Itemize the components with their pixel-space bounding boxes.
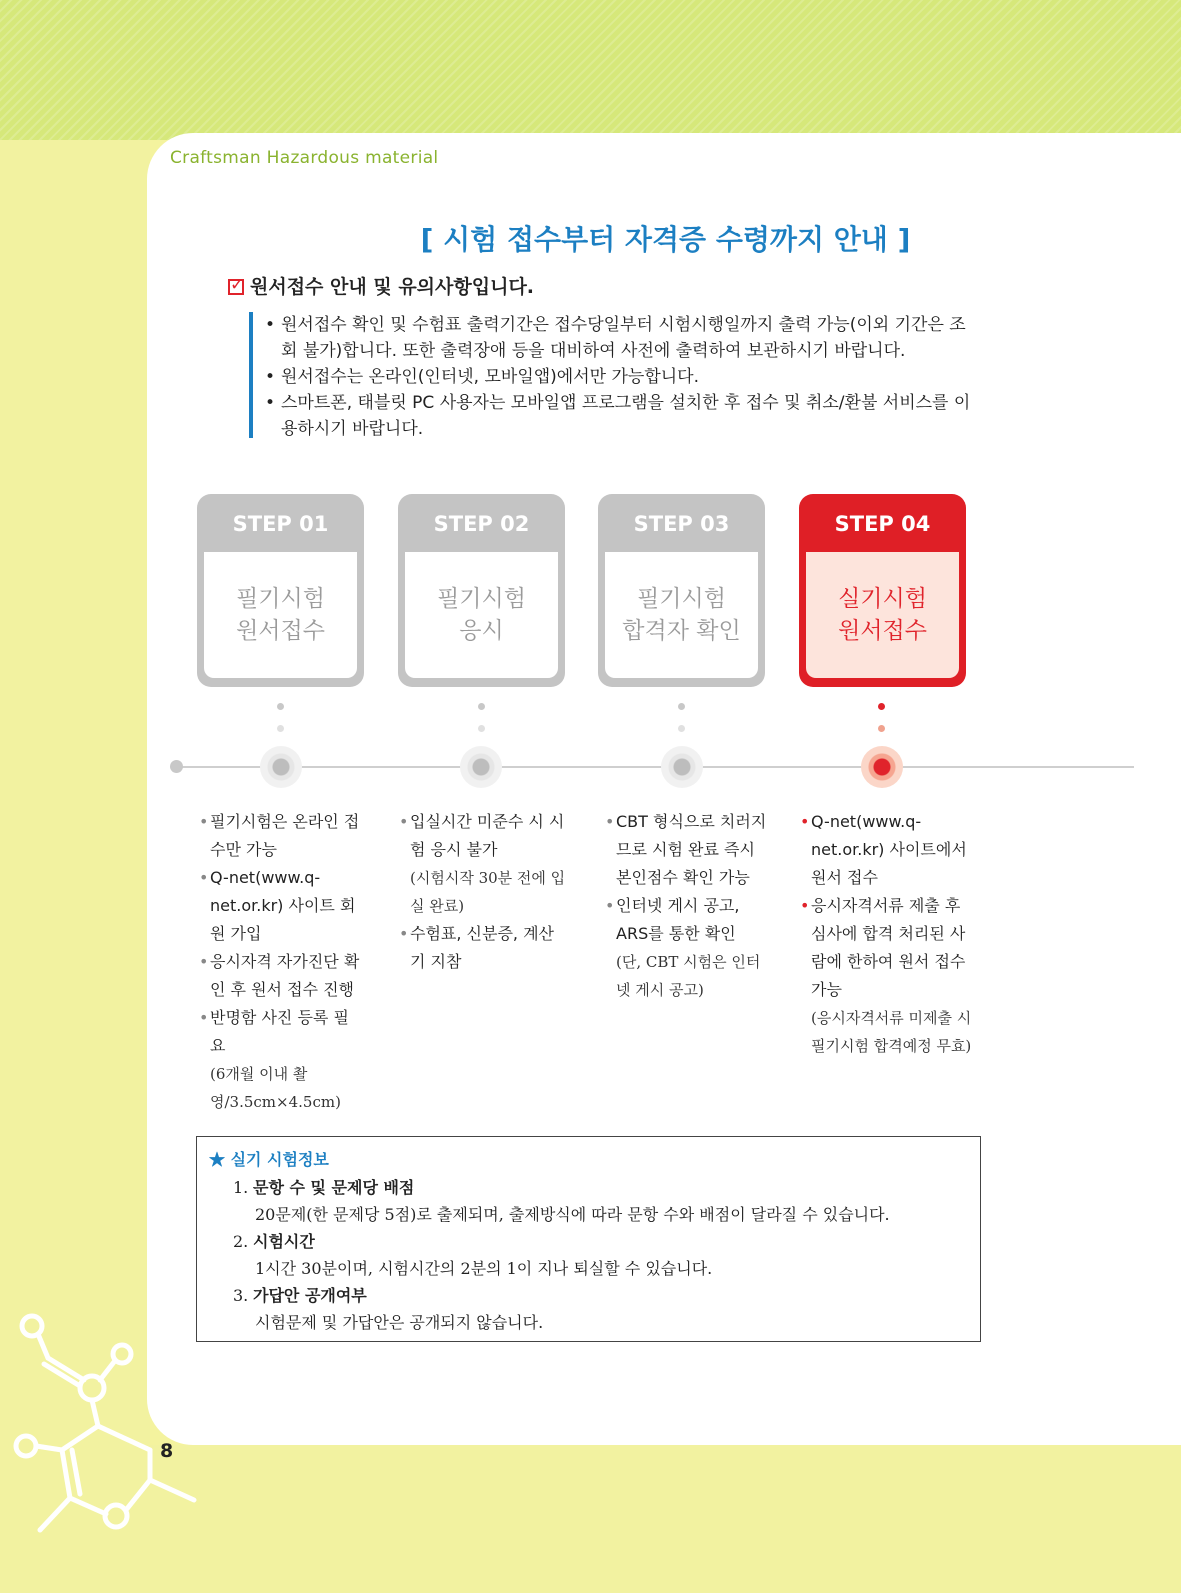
step-title-line: 원서접수 bbox=[236, 618, 325, 644]
step-title-line: 필기시험 bbox=[637, 586, 726, 612]
timeline-line bbox=[176, 766, 1134, 768]
connector-dot bbox=[478, 703, 485, 710]
timeline-node-02 bbox=[460, 746, 502, 788]
exam-info-detail: 1시간 30분이며, 시험시간의 2분의 1이 지나 퇴실할 수 있습니다. bbox=[255, 1259, 713, 1278]
timeline-node-01 bbox=[260, 746, 302, 788]
exam-info-number: 3. bbox=[233, 1286, 249, 1305]
notice-heading bbox=[228, 272, 534, 299]
step-card-01 bbox=[197, 494, 364, 687]
page-title: [ 시험 접수부터 자격증 수령까지 안내 ] bbox=[420, 223, 911, 256]
header-stripe bbox=[0, 0, 1181, 140]
notice-bullet: • 원서접수 확인 및 수험표 출력기간은 접수당일부터 시험시행일까지 출력 가능(이외 기간은 조회 불가)합니다. 또한 출력장애 등을 대비하여 사전에 출력하여 보관하시기 바랍니다. bbox=[265, 312, 979, 364]
step-desc-01 bbox=[199, 808, 364, 1116]
exam-info-number: 2. bbox=[233, 1232, 249, 1251]
running-head: Craftsman Hazardous material bbox=[170, 148, 439, 168]
notice-bullet: • 원서접수는 온라인(인터넷, 모바일앱)에서만 가능합니다. bbox=[265, 364, 979, 390]
checkbox-checked-icon bbox=[228, 279, 244, 295]
exam-info-head: 가답안 공개여부 bbox=[253, 1286, 367, 1305]
step-desc-03 bbox=[605, 808, 773, 1004]
timeline-node-03 bbox=[661, 746, 703, 788]
step-desc-note: (응시자격서류 미제출 시 필기시험 합격예정 무효) bbox=[811, 1009, 972, 1055]
step-desc-item: • 응시자격서류 제출 후 심사에 합격 처리된 사람에 한하여 원서 접수 가능 bbox=[800, 892, 972, 1004]
step-desc-note: (단, CBT 시험은 인터넷 게시 공고) bbox=[616, 953, 761, 999]
exam-info-heading bbox=[233, 1282, 973, 1309]
connector-dot bbox=[678, 725, 685, 732]
timeline-node-04 bbox=[861, 746, 903, 788]
step-body bbox=[405, 552, 558, 678]
step-label: STEP 02 bbox=[433, 512, 530, 536]
exam-info-detail: 20문제(한 문제당 5점)로 출제되며, 출제방식에 따라 문항 수와 배점이 달라질 수 있습니다. bbox=[255, 1205, 890, 1224]
exam-info-heading bbox=[233, 1174, 973, 1201]
notice-heading-text: 원서접수 안내 및 유의사항입니다. bbox=[250, 276, 535, 298]
timeline-start-dot bbox=[170, 760, 183, 773]
notice-box bbox=[249, 312, 979, 438]
step-desc-note: (시험시작 30분 전에 입실 완료) bbox=[410, 869, 566, 915]
step-desc-item: • 반명함 사진 등록 필요 bbox=[199, 1004, 364, 1060]
step-desc-04 bbox=[800, 808, 972, 1060]
step-desc-02 bbox=[399, 808, 567, 976]
step-desc-item: • 응시자격 자가진단 확인 후 원서 접수 진행 bbox=[199, 948, 364, 1004]
step-body bbox=[204, 552, 357, 678]
step-label: STEP 04 bbox=[834, 512, 931, 536]
connector-dot bbox=[878, 703, 885, 710]
connector-dot bbox=[878, 725, 885, 732]
step-title-line: 필기시험 bbox=[236, 586, 325, 612]
step-title-line: 필기시험 bbox=[437, 586, 526, 612]
step-body bbox=[605, 552, 758, 678]
connector-dot bbox=[277, 725, 284, 732]
step-card-04 bbox=[799, 494, 966, 687]
step-desc-note: (6개월 이내 촬영/3.5cm×4.5cm) bbox=[210, 1065, 341, 1111]
step-desc-item: • Q-net(www.q-net.or.kr) 사이트에서 원서 접수 bbox=[800, 808, 972, 892]
step-body bbox=[806, 552, 959, 678]
exam-info-heading bbox=[233, 1228, 973, 1255]
step-desc-item: • 인터넷 게시 공고, ARS를 통한 확인 bbox=[605, 892, 773, 948]
step-desc-item: • CBT 형식으로 치러지므로 시험 완료 즉시 본인점수 확인 가능 bbox=[605, 808, 773, 892]
exam-info-head: 시험시간 bbox=[253, 1232, 315, 1251]
connector-dot bbox=[478, 725, 485, 732]
exam-info-title: ★ 실기 시험정보 bbox=[209, 1150, 329, 1169]
exam-info-detail: 시험문제 및 가답안은 공개되지 않습니다. bbox=[255, 1313, 544, 1332]
exam-info-head: 문항 수 및 문제당 배점 bbox=[253, 1178, 415, 1197]
step-desc-item: • Q-net(www.q-net.or.kr) 사이트 회원 가입 bbox=[199, 864, 364, 948]
exam-info-number: 1. bbox=[233, 1178, 249, 1197]
step-title-line: 응시 bbox=[459, 618, 504, 644]
step-label: STEP 01 bbox=[232, 512, 329, 536]
step-desc-item: • 수험표, 신분증, 계산기 지참 bbox=[399, 920, 567, 976]
connector-dot bbox=[678, 703, 685, 710]
connector-dot bbox=[277, 703, 284, 710]
step-label: STEP 03 bbox=[633, 512, 730, 536]
step-card-03 bbox=[598, 494, 765, 687]
exam-info-list bbox=[233, 1174, 973, 1336]
page-number: 8 bbox=[160, 1440, 174, 1462]
exam-info-box bbox=[196, 1136, 981, 1342]
step-title-line: 합격자 확인 bbox=[622, 618, 741, 644]
step-title-line: 원서접수 bbox=[838, 618, 927, 644]
step-desc-item: • 입실시간 미준수 시 시험 응시 불가 bbox=[399, 808, 567, 864]
step-title-line: 실기시험 bbox=[838, 586, 927, 612]
notice-bullet: • 스마트폰, 태블릿 PC 사용자는 모바일앱 프로그램을 설치한 후 접수 및 취소/환불 서비스를 이용하시기 바랍니다. bbox=[265, 390, 979, 442]
step-card-02 bbox=[398, 494, 565, 687]
step-desc-item: • 필기시험은 온라인 접수만 가능 bbox=[199, 808, 364, 864]
